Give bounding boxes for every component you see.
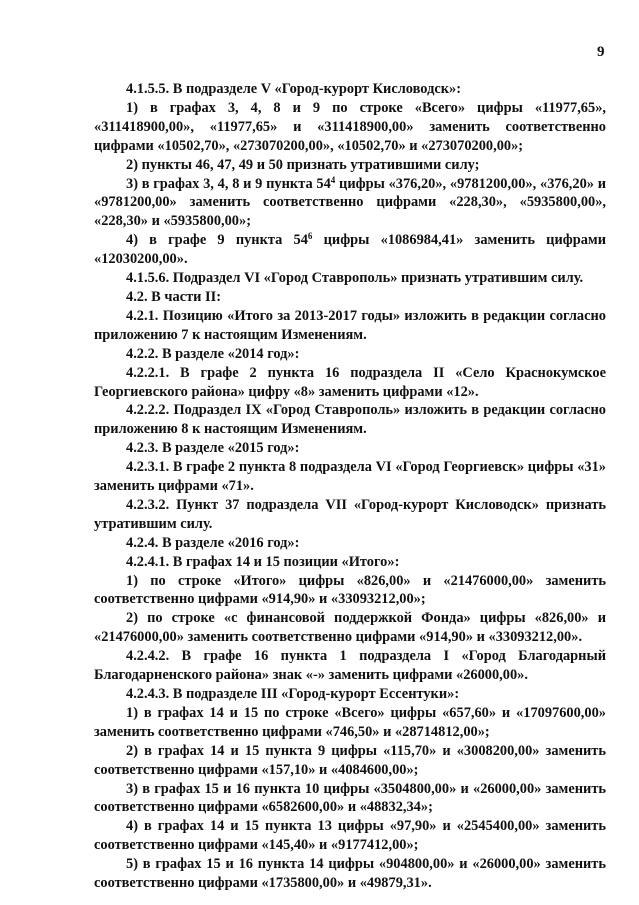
paragraph-4-1-5-5: 4.1.5.5. В подразделе V «Город-курорт Кисловодск»: [126,81,462,97]
paragraph-4-2-2-2: 4.2.2.2. Подраздел IX «Город Ставрополь» изложить в редакции согласно приложению 8 к настоящим Изменениям. [94,402,606,438]
paragraph-4-2-4-2: 4.2.4.2. В графе 16 пункта 1 подраздела I «Город Благодарный Благодарненского района» знак «-» заменить цифрами «26000,00». [94,648,606,684]
document-body [94,80,606,893]
paragraph-4-2-2-1: 4.2.2.1. В графе 2 пункта 16 подраздела II «Село Краснокумское Георгиевского района» цифру «8» заменить цифрами «12». [94,364,606,400]
paragraph-text-before: 3) в графах 3, 4, 8 и 9 пункта 54 [126,175,331,192]
paragraph-4-2-3-1: 4.2.3.1. В графе 2 пункта 8 подраздела VI «Город Георгиевск» цифры «31» заменить цифрами «71». [94,459,606,495]
paragraph-item-2-repeal: 2) пункты 46, 47, 49 и 50 признать утратившими силу; [126,156,480,173]
paragraph-4-2-4-3-item-5: 5) в графах 15 и 16 пункта 14 цифры «904800,00» и «26000,00» заменить соответственно цифрами «1735800,00» и «49879,31». [94,856,606,892]
paragraph-4-2-3-2: 4.2.3.2. Пункт 37 подраздела VII «Город-курорт Кисловодск» признать утратившим силу. [94,496,606,532]
page-number: 9 [597,44,605,60]
paragraph-4-2-4-3-item-1: 1) в графах 14 и 15 по строке «Всего» цифры «657,60» и «17097600,00» заменить соответственно цифрами «746,50» и «28714812,00»; [94,704,606,740]
paragraph-item-4-point-54-6 [94,231,606,269]
paragraph-4-2-4: 4.2.4. В разделе «2016 год»: [126,534,300,551]
paragraph-4-2-4-3-item-4: 4) в графах 14 и 15 пункта 13 цифры «97,90» и «2545400,00» заменить соответственно цифрами «145,40» и «9177412,00»; [94,818,606,854]
paragraph-4-2-4-1: 4.2.4.1. В графах 14 и 15 позиции «Итого»: [126,553,400,570]
paragraph-4-2-4-1-item-1: 1) по строке «Итого» цифры «826,00» и «21476000,00» заменить соответственно цифрами «914,90» и «33093212,00»; [94,572,606,608]
paragraph-text-after: цифры «1086984,41» заменить цифрами «12030200,00». [94,232,606,268]
paragraph-text-after: цифры «376,20», «9781200,00», «376,20» и «9781200,00» заменить соответственно цифрами «228,30», «5935800,00», «228,30» и «5935800,00»; [94,175,607,230]
paragraph-text-before: 4) в графе 9 пункта 54 [126,232,308,249]
paragraph-4-1-5-6: 4.1.5.6. Подраздел VI «Город Ставрополь» признать утратившим силу. [126,270,584,287]
paragraph-4-2-3: 4.2.3. В разделе «2015 год»: [126,440,300,457]
paragraph-4-2-1: 4.2.1. Позицию «Итого за 2013-2017 годы» изложить в редакции согласно приложению 7 к настоящим Изменениям. [94,307,606,343]
paragraph-item-3-point-54-4 [94,175,606,232]
paragraph-item-1-totals: 1) в графах 3, 4, 8 и 9 по строке «Всего» цифры «11977,65», «311418900,00», «11977,65» и «311418900,00» заменить соответственно цифрами «10502,70», «273070200,00», «10502,70» и «273070200,00»; [94,99,606,154]
paragraph-4-2-4-3: 4.2.4.3. В подразделе III «Город-курорт Ессентуки»: [126,686,460,702]
paragraph-4-2-4-1-item-2: 2) по строке «с финансовой поддержкой Фонда» цифры «826,00» и «21476000,00» заменить соответственно цифрами «914,90» и «33093212,00». [94,610,606,646]
paragraph-4-2-2: 4.2.2. В разделе «2014 год»: [126,345,300,362]
paragraph-4-2-4-3-item-2: 2) в графах 14 и 15 пункта 9 цифры «115,70» и «3008200,00» заменить соответственно цифрами «157,10» и «4084600,00»; [94,742,606,778]
superscript-number: 4 [330,174,336,185]
superscript-number: 6 [307,231,313,242]
paragraph-4-2: 4.2. В части II: [126,288,222,305]
paragraph-4-2-4-3-item-3: 3) в графах 15 и 16 пункта 10 цифры «3504800,00» и «26000,00» заменить соответственно цифрами «6582600,00» и «48832,34»; [94,780,606,816]
